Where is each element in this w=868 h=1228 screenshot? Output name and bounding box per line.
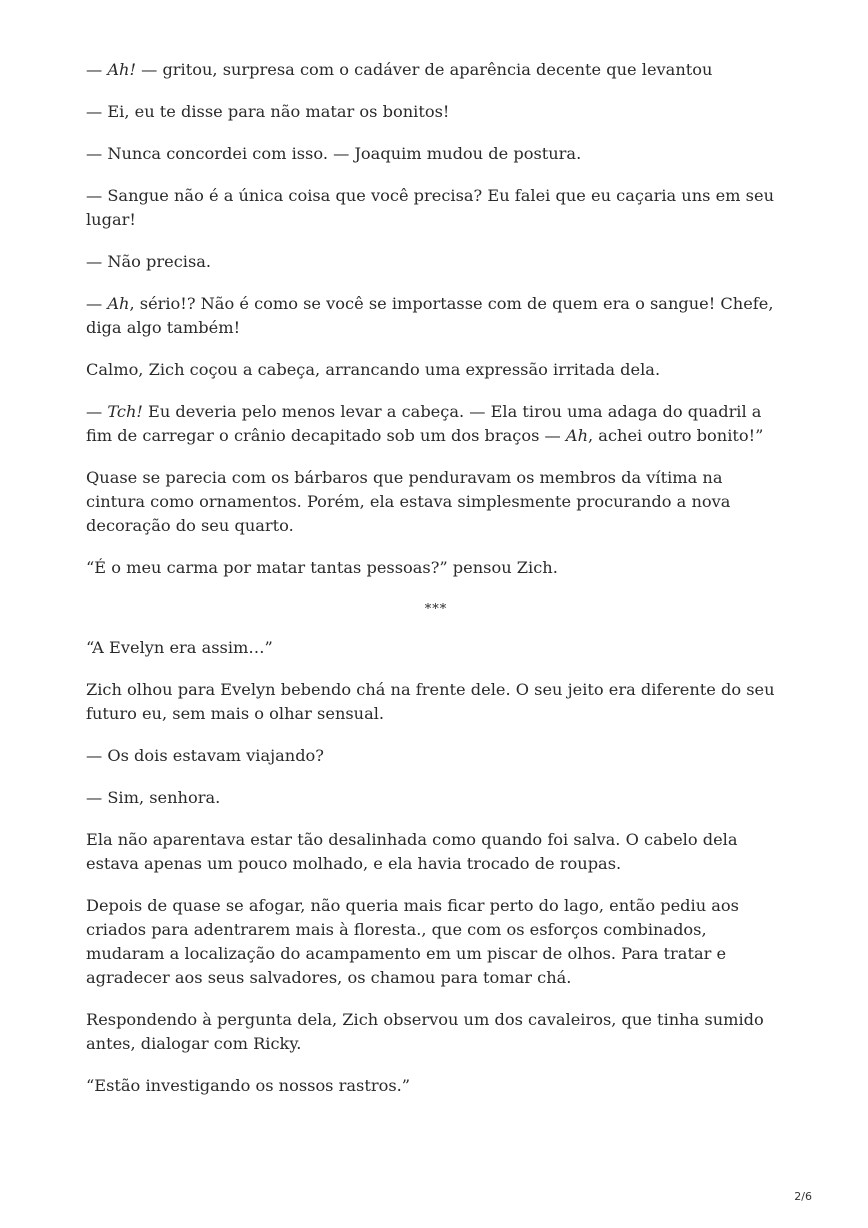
paragraph	[86, 358, 786, 382]
paragraph	[86, 556, 786, 580]
text-run: — Ei, eu te disse para não matar os bonitos!	[86, 102, 450, 121]
text-run: “A Evelyn era assim…”	[86, 638, 273, 657]
paragraph	[86, 58, 786, 82]
italic-text: Ah	[107, 294, 130, 313]
text-run: , sério!? Não é como se você se importasse com de quem era o sangue! Chefe, diga algo também!	[86, 294, 774, 337]
paragraph	[86, 1008, 786, 1056]
paragraph	[86, 636, 786, 660]
text-run: — Os dois estavam viajando?	[86, 746, 324, 765]
paragraph	[86, 100, 786, 124]
document-body	[86, 58, 786, 1116]
paragraph	[86, 184, 786, 232]
paragraph	[86, 400, 786, 448]
text-run: — Não precisa.	[86, 252, 212, 271]
text-run: Eu deveria pelo menos levar a cabeça. — Ela tirou uma adaga do quadril a fim de carregar o crânio decapitado sob um dos braços —	[86, 402, 762, 445]
italic-text: Ah	[565, 426, 589, 445]
text-run: Quase se parecia com os bárbaros que penduravam os membros da vítima na cintura como ornamentos. Porém, ela estava simplesmente procurando a nova decoração do seu quarto.	[86, 468, 731, 535]
text-run: —	[86, 402, 108, 421]
text-run: “É o meu carma por matar tantas pessoas?” pensou Zich.	[86, 558, 558, 577]
paragraph	[86, 894, 786, 990]
text-run: — Sangue não é a única coisa que você precisa? Eu falei que eu caçaria uns em seu lugar!	[86, 186, 774, 229]
text-run: —	[86, 294, 108, 313]
text-run: — Sim, senhora.	[86, 788, 221, 807]
text-run: Ela não aparentava estar tão desalinhada como quando foi salva. O cabelo dela estava apenas um pouco molhado, e ela havia trocado de roupas.	[86, 830, 738, 873]
text-run: “Estão investigando os nossos rastros.”	[86, 1076, 411, 1095]
page-number: 2/6	[794, 1190, 812, 1203]
paragraph	[86, 142, 786, 166]
text-run: , achei outro bonito!”	[588, 426, 764, 445]
paragraph	[86, 678, 786, 726]
paragraph	[86, 250, 786, 274]
section-separator: ***	[424, 602, 448, 617]
paragraph	[86, 292, 786, 340]
paragraph	[86, 828, 786, 876]
paragraph	[86, 466, 786, 538]
paragraph	[86, 744, 786, 768]
text-run: Zich olhou para Evelyn bebendo chá na frente dele. O seu jeito era diferente do seu futuro eu, sem mais o olhar sensual.	[86, 680, 775, 723]
text-run: Calmo, Zich coçou a cabeça, arrancando uma expressão irritada dela.	[86, 360, 661, 379]
italic-text: Tch!	[107, 402, 143, 421]
text-run: —	[86, 60, 108, 79]
text-run: Depois de quase se afogar, não queria mais ficar perto do lago, então pediu aos criados para adentrarem mais à floresta., que com os esforços combinados, mudaram a localização do acampamento em um piscar de olhos. Para tratar e agradecer aos seus salvadores, os chamou para tomar chá.	[86, 896, 739, 987]
text-run: — gritou, surpresa com o cadáver de aparência decente que levantou	[135, 60, 713, 79]
paragraph	[86, 786, 786, 810]
italic-text: Ah!	[107, 60, 136, 79]
text-run: — Nunca concordei com isso. — Joaquim mudou de postura.	[86, 144, 582, 163]
text-run: Respondendo à pergunta dela, Zich observou um dos cavaleiros, que tinha sumido antes, dialogar com Ricky.	[86, 1010, 764, 1053]
paragraph	[86, 1074, 786, 1098]
